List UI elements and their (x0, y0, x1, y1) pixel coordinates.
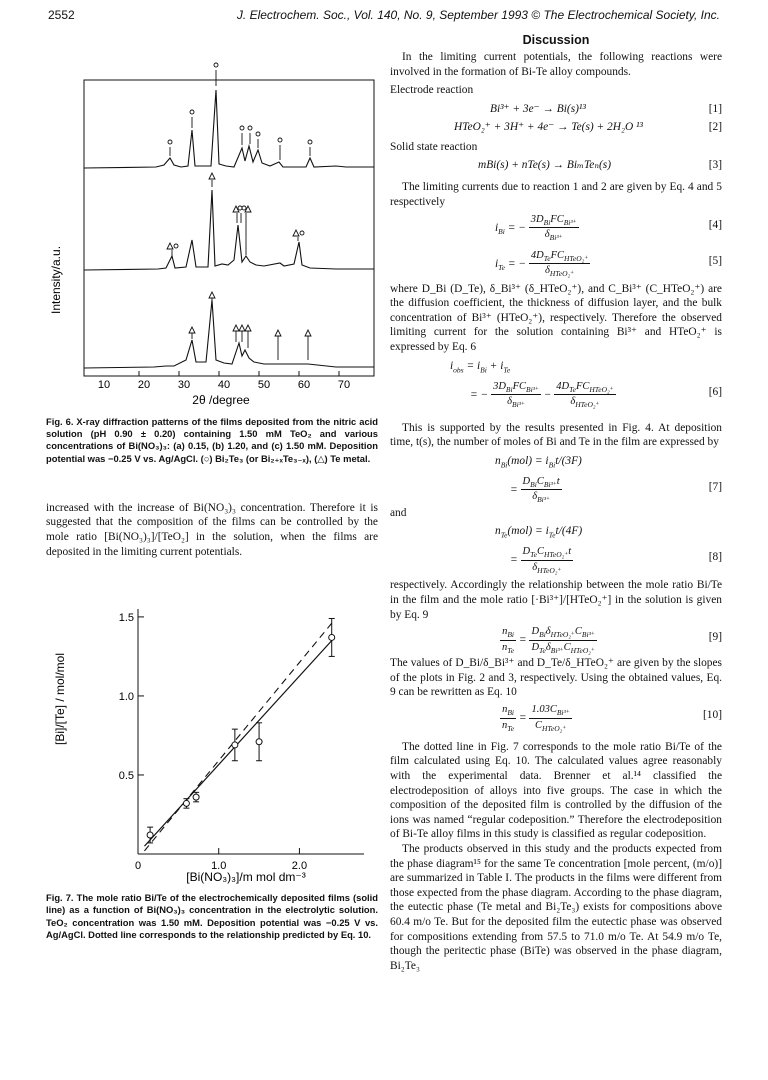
paragraph: In the limiting current potentials, the following reactions were involved in the formation of Bi-Te alloy compounds. (390, 51, 722, 78)
left-paragraph: increased with the increase of Bi(NO₃)₃ concentration. Therefore it is suggested that the composition of the films can be controlled by the mole ratio [Bi(NO₃)₃]/[TeO₂] in the solution, when the films are deposited in the limiting current potentials. (46, 501, 378, 558)
equation-number: [7] (708, 480, 722, 493)
paragraph: This is supported by the results presented in Fig. 4. At deposition time, t(s), the number of moles of Bi and Te in the film are expressed by (390, 421, 722, 449)
fig7-xtick-label: 1.0 (211, 860, 227, 873)
fig6-caption: Fig. 6. X-ray diffraction patterns of the films deposited from the nitric acid solution (pH 0.90 ± 0.20) containing 1.50 mM TeO₂ and various concentrations of Bi(NO₃)₃: (a) 0.15, (b) 1.20, and (c) 1.50 mM. Deposition potential was −0.25 V vs. Ag/AgCl. (○) Bi₂Te₃ (or Bi₂₊ₓTe₃₋ₓ), (△) Te metal. (46, 416, 378, 464)
discussion-heading: Discussion (522, 33, 590, 47)
equation-body: = $\frac{D_{Te}C_{HTeO_2^+}t}{\delta_{HTeO_2^+}}$ (510, 546, 572, 576)
fig7-data-point (147, 832, 153, 838)
xrd-pattern-a (84, 90, 374, 168)
paragraph: The dotted line in Fig. 7 corresponds to the mole ratio Bi/Te of the film calculated using Eq. 10. The calculated values agree reasonably with the experimental data. Brenner et al.¹⁴ classified the electrodeposition of alloys into five groups. The case in which the composition of the deposited film is controlled by the diffusion of the ions was named “regular codeposition.” Therefore the electrodeposition of Bi-Te alloy films in this study is classified as regular codeposition. (390, 740, 722, 841)
equation-9 (390, 622, 722, 655)
paragraph: The values of D_Bi/δ_Bi³⁺ and D_Te/δ_HTeO₂⁺ are given by the slopes of the plots in Fig. 2 and 3, respectively. Using the obtained values, Eq. 9 can be rewritten as Eq. 10 (390, 657, 722, 699)
paragraph: The limiting currents due to reaction 1 and 2 are given by Eq. 4 and 5 respectively (390, 181, 722, 208)
fig6-xlabel: 2θ /degree (192, 393, 250, 407)
equation-1 (390, 102, 722, 120)
equation-body: = − $\frac{3D_{Bi}FC_{Bi^{3+}}}{\delta_{Bi^{3+}}}$ − $\frac{4D_{Te}FC_{HTeO_2^+}}{\delta_{HTeO_2^+}}$ (470, 380, 614, 410)
equation-number: [5] (708, 254, 722, 267)
paragraph: where D_Bi (D_Te), δ_Bi³⁺ (δ_HTeO₂⁺), and C_Bi³⁺ (C_HTeO₂⁺) are the diffusion coefficient, the thickness of diffusion layer, and the bulk concentration of Bi³⁺ (HTeO₂⁺), respectively. Therefore the observed limiting current for the solution containing Bi³⁺ and HTeO₂⁺ is expressed by Eq. 6 (390, 282, 722, 353)
equation-7-line-1 (390, 454, 722, 472)
fig6-xtick-label: 50 (257, 379, 271, 391)
fig7-dotted-line (144, 623, 331, 851)
fig6-xtick-label: 70 (337, 379, 351, 391)
fig6-xtick-label: 30 (177, 379, 191, 391)
equation-number: [1] (708, 102, 722, 115)
fig7-ytick-label: 1.5 (118, 612, 134, 625)
equation-number: [8] (708, 551, 722, 564)
equation-3 (390, 158, 722, 176)
equation-number: [2] (708, 120, 722, 133)
equation-body: $i_{Te}$ = − $\frac{4D_{Te}FC_{HTeO_2^+}}{\delta_{HTeO_2^+}}$ (495, 249, 589, 279)
fig7-data-point (232, 742, 238, 748)
equation-body: $n_{Te}(mol) = i_{Te}t/(4F)$ (495, 525, 583, 540)
fig7-data-point (193, 794, 199, 800)
fig7-points (147, 619, 335, 843)
fig7-data-point (256, 739, 262, 745)
equation-4 (390, 210, 722, 243)
equation-text: Bi³⁺ + 3e⁻ → Bi(s)¹³ (490, 102, 586, 115)
equation-body: $i_{obs} = i_{Bi} + i_{Te}$ (450, 359, 511, 374)
fig7-xtick-label: 0 (134, 860, 142, 873)
paragraph: The products observed in this study and the products expected from the phase diagram¹⁵ for the same Te concentration [mole percent, (m/o)] are summarized in Table I. The products in the films were different from those expected from the phase diagram. According to the phase diagram, the eutectic phase (Te metal and Bi₂Te₃) exists for compositions above 60.4 m/o Te. But for the deposited film the eutectic phase was observed for compositions extending from 57.5 to 71.0 m/o Te. At 54.9 m/o Te, though the peritectic phase (BiTe) was observed in the phase diagram, Bi₂Te₃ (390, 843, 722, 972)
fig7-caption: Fig. 7. The mole ratio Bi/Te of the electrochemically deposited films (solid line) as a function of Bi(NO₃)₃ concentration in the electrolytic solution. TeO₂ concentration was 1.50 mM. Deposition potential was −0.25 V vs. Ag/AgCl. Dotted line corresponds to the relationship predicted by Eq. 10. (46, 892, 378, 940)
equation-8 (390, 542, 722, 576)
fig6-xtick-label: 40 (217, 379, 231, 391)
fig7-data-point (329, 635, 335, 641)
xrd-pattern-c (84, 300, 374, 368)
paragraph: respectively. Accordingly the relationship between the mole ratio Bi/Te in the film and the mole ratio [·Bi³⁺]/[HTeO₂⁺] in the solution is given by Eq. 9 (390, 579, 722, 621)
equation-7 (390, 472, 722, 505)
equation-number: [9] (708, 631, 722, 644)
connector: and (390, 506, 407, 519)
fig6-frame (84, 80, 374, 376)
equation-8-line-1 (390, 524, 722, 542)
fig6-xrd-plot (46, 30, 376, 415)
equation-number: [6] (708, 385, 722, 398)
journal-line: J. Electrochem. Soc., Vol. 140, No. 9, September 1993 © The Electrochemical Society, Inc. (236, 8, 720, 22)
equation-text: mBi(s) + nTe(s) → BiₘTeₙ(s) (478, 159, 611, 172)
fig7-lines (144, 623, 331, 851)
equation-number: [3] (708, 159, 722, 172)
running-header (48, 8, 720, 24)
fig7-xlabel: [Bi(NO₃)₃]/m mol dm⁻³ (186, 870, 306, 885)
left-column (46, 30, 378, 941)
equation-10 (390, 700, 722, 733)
subheading: Electrode reaction (390, 84, 474, 97)
fig7-ytick-label: 1.0 (118, 691, 134, 704)
equation-2 (390, 120, 722, 138)
fig6-xtick-label: 10 (97, 379, 111, 391)
equation-body: $n_{Bi}(mol) = i_{Bi}t/(3F)$ (495, 454, 582, 469)
page-number: 2552 (48, 8, 75, 22)
fig7-ytick-label: 0.5 (118, 770, 134, 783)
fig7-ticks (119, 612, 307, 872)
subheading: Solid state reaction (390, 140, 478, 153)
equation-body: $\frac{n_{Bi}}{n_{Te}}$ = $\frac{1.03C_{Bi^{3+}}}{C_{HTeO_2^+}}$ (502, 703, 570, 733)
equation-body: = $\frac{D_{Bi}C_{Bi^{3+}}t}{\delta_{Bi^{3+}}}$ (510, 475, 560, 505)
fig7-ylabel: [Bi]/[Te] / mol/mol (53, 653, 67, 746)
fig7-solid-line (144, 641, 331, 846)
fig6-xtick-label: 20 (137, 379, 151, 391)
equation-6-line-1 (390, 359, 722, 377)
equation-body: $i_{Bi}$ = − $\frac{3D_{Bi}FC_{Bi^{3+}}}{\delta_{Bi^{3+}}}$ (495, 213, 577, 243)
fig7-xtick-label: 2.0 (291, 860, 308, 873)
equation-number: [10] (703, 708, 722, 721)
equation-number: [4] (708, 218, 722, 231)
fig7-scatter-plot (46, 589, 376, 887)
fig6-x-ticks (139, 371, 339, 376)
fig6-ylabel: Intensity/a.u. (49, 245, 63, 315)
equation-text: HTeO₂⁺ + 3H⁺ + 4e⁻ → Te(s) + 2H₂O ¹³ (454, 120, 643, 133)
equation-6 (390, 377, 722, 410)
equation-5 (390, 246, 722, 279)
xrd-pattern-b (84, 190, 374, 270)
fig6-peak-markers (167, 63, 312, 360)
right-column (390, 30, 722, 973)
fig7-data-point (183, 801, 189, 807)
equation-body: $\frac{n_{Bi}}{n_{Te}}$ = $\frac{D_{Bi}\delta_{HTeO_2^+}C_{Bi^{3+}}}{D_{Te}\delta_{Bi^{3+}}C_{HTeO_2^+}}$ (502, 626, 595, 655)
fig6-xtick-label: 60 (297, 379, 311, 391)
